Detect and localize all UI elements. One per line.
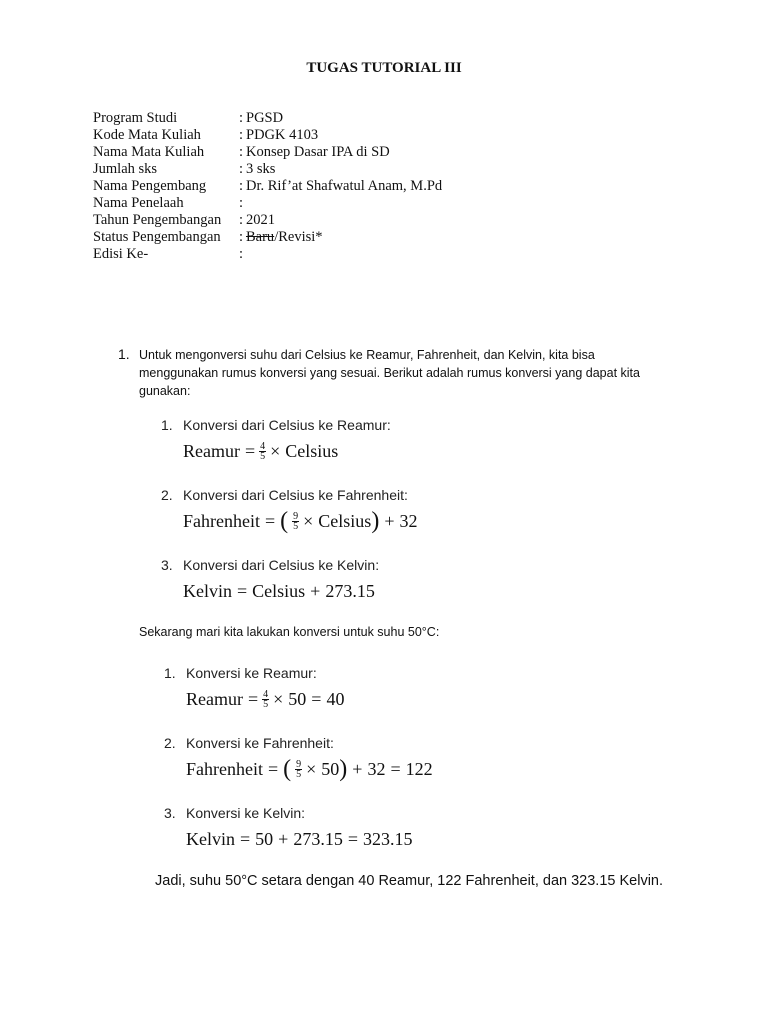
fraction bbox=[295, 760, 302, 779]
formula-eq: = bbox=[244, 440, 256, 461]
calc-eq: = bbox=[267, 758, 279, 779]
close-paren: ) bbox=[339, 756, 348, 782]
calc-number: 3. bbox=[164, 805, 176, 821]
calc-plus: + bbox=[352, 758, 363, 779]
formula-number: 1. bbox=[161, 417, 173, 433]
fraction-denominator: 5 bbox=[263, 698, 269, 710]
formula-lhs: Reamur bbox=[183, 440, 240, 461]
question-text-line: Untuk mengonversi suhu dari Celsius ke Reamur, Fahrenheit, dan Kelvin, kita bisa bbox=[139, 348, 595, 362]
info-separator: : bbox=[239, 178, 244, 194]
formula-rhs: Celsius bbox=[285, 440, 339, 461]
calc-kelvin bbox=[186, 826, 412, 852]
formula-mid: Celsius bbox=[252, 580, 306, 601]
formula-plus: + bbox=[310, 580, 321, 601]
formula-eq: = bbox=[237, 580, 248, 601]
info-label: Edisi Ke- bbox=[93, 246, 149, 262]
info-value: Dr. Rif’at Shafwatul Anam, M.Pd bbox=[246, 178, 443, 194]
calc-label: Konversi ke Kelvin: bbox=[186, 805, 306, 821]
calc-number: 2. bbox=[164, 735, 176, 751]
info-separator: : bbox=[239, 110, 244, 126]
info-value: 2021 bbox=[246, 212, 275, 228]
info-separator: : bbox=[239, 212, 244, 228]
calc-eq: = bbox=[247, 688, 259, 709]
formula-lhs: Kelvin bbox=[183, 580, 232, 601]
fraction-numerator: 4 bbox=[263, 688, 269, 700]
formula-number: 2. bbox=[161, 487, 173, 503]
info-value: Konsep Dasar IPA di SD bbox=[246, 144, 390, 160]
fraction bbox=[259, 442, 266, 461]
info-label: Nama Pengembang bbox=[93, 178, 207, 194]
info-separator: : bbox=[239, 246, 244, 262]
fraction-numerator: 4 bbox=[260, 440, 266, 452]
calc-fahrenheit bbox=[186, 756, 433, 782]
fraction-denominator: 5 bbox=[260, 450, 266, 462]
formula-plus: + bbox=[384, 510, 395, 531]
info-separator: : bbox=[239, 144, 244, 160]
calc-result: 323.15 bbox=[362, 828, 413, 849]
calc-plus: + bbox=[278, 828, 289, 849]
open-paren: ( bbox=[280, 508, 289, 534]
calc-add: 273.15 bbox=[293, 828, 343, 849]
calc-lhs: Fahrenheit bbox=[186, 758, 263, 779]
info-label: Jumlah sks bbox=[93, 161, 158, 177]
fraction-denominator: 5 bbox=[293, 520, 299, 532]
info-value: 3 sks bbox=[246, 161, 276, 177]
fraction-numerator: 9 bbox=[296, 758, 302, 770]
formula-label: Konversi dari Celsius ke Fahrenheit: bbox=[183, 487, 408, 503]
formula-fahrenheit bbox=[183, 508, 417, 534]
formula-lhs: Fahrenheit bbox=[183, 510, 260, 531]
info-label: Tahun Pengembangan bbox=[93, 212, 222, 228]
info-label: Program Studi bbox=[93, 110, 178, 126]
calc-add: 32 bbox=[367, 758, 386, 779]
question-text-line: menggunakan rumus konversi yang sesuai. Berikut adalah rumus konversi yang dapat kita bbox=[139, 366, 640, 380]
calculation-intro: Sekarang mari kita lakukan konversi untuk suhu 50°C: bbox=[139, 625, 440, 639]
formula-reamur bbox=[183, 438, 338, 464]
formula-times: × bbox=[270, 440, 281, 461]
calc-times: × bbox=[306, 758, 317, 779]
info-value bbox=[246, 229, 323, 246]
info-separator: : bbox=[239, 161, 244, 177]
info-label: Kode Mata Kuliah bbox=[93, 127, 201, 143]
calc-result: 40 bbox=[326, 688, 345, 709]
info-separator: : bbox=[239, 127, 244, 143]
question-text-line: gunakan: bbox=[139, 384, 191, 398]
info-value: PGSD bbox=[246, 110, 284, 126]
calc-number: 1. bbox=[164, 665, 176, 681]
info-separator: : bbox=[239, 229, 244, 245]
close-paren: ) bbox=[371, 508, 380, 534]
calc-eq2: = bbox=[311, 688, 322, 709]
formula-eq: = bbox=[264, 510, 276, 531]
calc-val: 50 bbox=[321, 758, 340, 779]
calc-reamur bbox=[186, 686, 344, 712]
fraction bbox=[262, 690, 269, 709]
fraction-denominator: 5 bbox=[296, 768, 302, 780]
formula-add: 273.15 bbox=[325, 580, 375, 601]
calc-val: 50 bbox=[288, 688, 307, 709]
formula-label: Konversi dari Celsius ke Reamur: bbox=[183, 417, 391, 433]
calc-lhs: Reamur bbox=[186, 688, 243, 709]
info-label: Nama Mata Kuliah bbox=[93, 144, 205, 160]
struck-value: Baru bbox=[246, 229, 275, 245]
info-label: Status Pengembangan bbox=[93, 229, 221, 245]
formula-add: 32 bbox=[399, 510, 418, 531]
info-label: Nama Penelaah bbox=[93, 195, 184, 211]
calc-label: Konversi ke Fahrenheit: bbox=[186, 735, 334, 751]
calc-eq2: = bbox=[390, 758, 401, 779]
formula-number: 3. bbox=[161, 557, 173, 573]
calc-eq: = bbox=[240, 828, 251, 849]
formula-label: Konversi dari Celsius ke Kelvin: bbox=[183, 557, 380, 573]
conclusion-text: Jadi, suhu 50°C setara dengan 40 Reamur, 122 Fahrenheit, dan 323.15 Kelvin. bbox=[155, 873, 664, 889]
value-rest: /Revisi* bbox=[274, 229, 323, 245]
calc-val: 50 bbox=[255, 828, 274, 849]
fraction-numerator: 9 bbox=[293, 510, 299, 522]
calc-result: 122 bbox=[405, 758, 433, 779]
question-number: 1. bbox=[118, 346, 130, 362]
info-separator: : bbox=[239, 195, 244, 211]
formula-times: × bbox=[303, 510, 314, 531]
info-value: PDGK 4103 bbox=[246, 127, 319, 143]
open-paren: ( bbox=[283, 756, 292, 782]
calc-eq2: = bbox=[347, 828, 358, 849]
calc-lhs: Kelvin bbox=[186, 828, 235, 849]
calc-label: Konversi ke Reamur: bbox=[186, 665, 317, 681]
calc-times: × bbox=[273, 688, 284, 709]
formula-mid: Celsius bbox=[318, 510, 372, 531]
document-title: TUGAS TUTORIAL III bbox=[306, 60, 462, 76]
formula-kelvin bbox=[183, 578, 375, 604]
fraction bbox=[292, 512, 299, 531]
